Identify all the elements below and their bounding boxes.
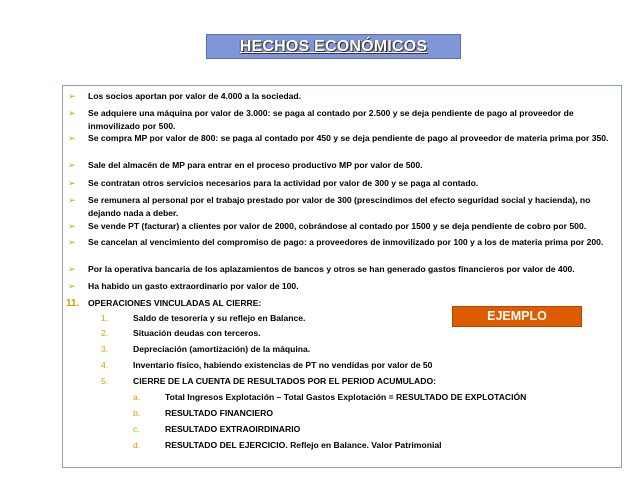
subitem: CIERRE DE LA CUENTA DE RESULTADOS POR EL PERIOD ACUMULADO: bbox=[133, 376, 437, 386]
list-item: Se adquiere una máquina por valor de 3.000: se paga al contado por 2.500 y se deja pendiente de pago al proveedor de inmovilizado por 500. bbox=[88, 108, 574, 131]
subsubitem: Total Ingresos Explotación – Total Gastos Explotación = RESULTADO DE EXPLOTACIÓN bbox=[165, 392, 527, 402]
subitem-number: 3. bbox=[101, 344, 109, 354]
arrow-bullet-icon: ➢ bbox=[68, 178, 76, 188]
arrow-bullet-icon: ➢ bbox=[68, 221, 76, 231]
subsubitem-letter: a. bbox=[133, 392, 141, 402]
list-item: Los socios aportan por valor de 4.000 a la sociedad. bbox=[88, 91, 302, 101]
subsubitem-letter: c. bbox=[133, 424, 140, 434]
page-title: HECHOS ECONÓMICOS bbox=[239, 38, 428, 55]
arrow-bullet-icon: ➢ bbox=[68, 195, 76, 205]
subsubitem-letter: b. bbox=[133, 408, 141, 418]
subitem: Inventario físico, habiendo existencias de PT no vendidas por valor de 50 bbox=[133, 360, 433, 370]
subsubitem: RESULTADO EXTRAOIRDINARIO bbox=[165, 424, 301, 434]
subitem-number: 1. bbox=[101, 313, 109, 323]
list-item: Se vende PT (facturar) a clientes por valor de 2000, cobrándose al contado por 1500 y se deja pendiente de cobro por 500. bbox=[88, 221, 587, 231]
subitem-number: 4. bbox=[101, 360, 109, 370]
subitem-number: 5. bbox=[101, 376, 109, 386]
subsubitem-letter: d. bbox=[133, 440, 141, 450]
list-item: Ha habido un gasto extraordinario por valor de 100. bbox=[88, 281, 299, 291]
subitem: Depreciación (amortización) de la máquina. bbox=[133, 344, 311, 354]
subsubitem: RESULTADO DEL EJERCICIO. Reflejo en Balance. Valor Patrimonial bbox=[165, 440, 442, 450]
list-item: Por la operativa bancaria de los aplazamientos de bancos y otros se han generado gastos financieros por valor de 400. bbox=[88, 264, 575, 274]
subitem: Situación deudas con terceros. bbox=[133, 328, 261, 338]
arrow-bullet-icon: ➢ bbox=[68, 160, 76, 170]
arrow-bullet-icon: ➢ bbox=[68, 237, 76, 247]
subsubitem: RESULTADO FINANCIERO bbox=[165, 408, 274, 418]
subitem: Saldo de tesorería y su reflejo en Balance. bbox=[133, 313, 306, 323]
list-item: Se remunera al personal por el trabajo prestado por valor de 300 (prescindimos del efecto seguridad social y hacienda), no dejando nada a deber. bbox=[88, 195, 591, 218]
ejemplo-button[interactable]: EJEMPLO bbox=[452, 306, 582, 327]
closing-operations-heading: OPERACIONES VINCULADAS AL CIERRE: bbox=[88, 298, 262, 308]
item-number: 11. bbox=[66, 298, 80, 309]
title-banner bbox=[206, 34, 461, 59]
arrow-bullet-icon: ➢ bbox=[68, 133, 76, 143]
arrow-bullet-icon: ➢ bbox=[68, 91, 76, 101]
list-item: Sale del almacén de MP para entrar en el proceso productivo MP por valor de 500. bbox=[88, 160, 423, 170]
arrow-bullet-icon: ➢ bbox=[68, 281, 76, 291]
subitem-number: 2. bbox=[101, 328, 109, 338]
list-item: Se compra MP por valor de 800: se paga al contado por 450 y se deja pendiente de pago al proveedor de materia prima por 350. bbox=[88, 133, 609, 143]
list-item: Se contratan otros servicios necesarios para la actividad por valor de 300 y se paga al contado. bbox=[88, 178, 479, 188]
arrow-bullet-icon: ➢ bbox=[68, 108, 76, 118]
list-item: Se cancelan al vencimiento del compromiso de pago: a proveedores de inmovilizado por 100 y a los de materia prima por 200. bbox=[88, 237, 604, 247]
arrow-bullet-icon: ➢ bbox=[68, 264, 76, 274]
